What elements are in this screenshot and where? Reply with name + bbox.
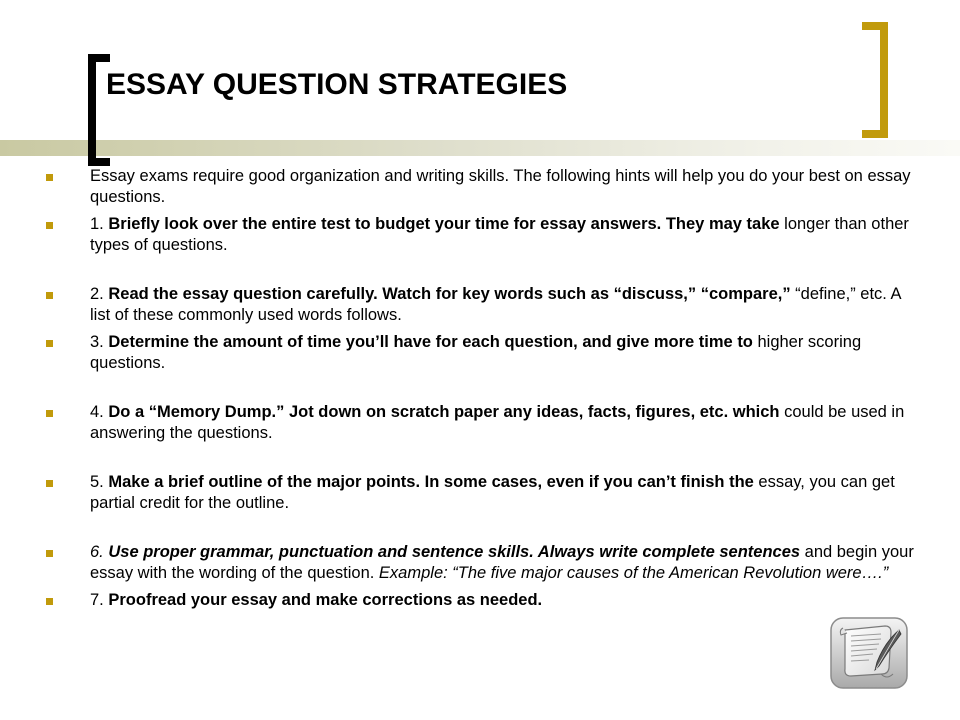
bullet-rest-text: higher scoring questions.	[90, 333, 862, 372]
bullet-rest-text: essay, you can get partial credit for the outline.	[90, 473, 895, 512]
bullet-number: 6.	[90, 543, 109, 561]
bullet-marker-icon	[46, 550, 53, 557]
bullet-rest-text: longer than other types of questions.	[90, 215, 909, 254]
bullet-marker-icon	[46, 480, 53, 487]
bullet-item	[44, 332, 924, 374]
bullet-example-text: Example: “The five major causes of the American Revolution were….”	[378, 564, 889, 582]
bullet-marker-icon	[46, 598, 53, 605]
bullet-rest-text: “define,” etc. A list of these commonly used words follows.	[90, 285, 901, 324]
bullet-item	[44, 214, 924, 256]
bullet-item	[44, 166, 924, 208]
bullet-list	[44, 166, 924, 611]
bullet-number: 2.	[90, 285, 109, 303]
bullet-intro-text: Essay exams require good organization and writing skills. The following hints will help you do your best on essay questions.	[90, 167, 911, 206]
bullet-item	[44, 284, 924, 326]
bullet-number: 1.	[90, 215, 109, 233]
bullet-rest-text: could be used in answering the questions.	[90, 403, 905, 442]
bullet-number: 3.	[90, 333, 109, 351]
bullet-marker-icon	[46, 410, 53, 417]
bullet-bold-text: Proofread your essay and make corrections as needed.	[108, 591, 543, 609]
bullet-marker-icon	[46, 340, 53, 347]
bullet-number: 5.	[90, 473, 109, 491]
bullet-number: 4.	[90, 403, 109, 421]
bullet-marker-icon	[46, 174, 53, 181]
bullet-bold-text: Determine the amount of time you’ll have for each question, and give more time to	[108, 333, 753, 351]
right-bracket-decoration	[862, 22, 888, 138]
bullet-item	[44, 590, 924, 611]
bullet-marker-icon	[46, 222, 53, 229]
bullet-bold-text: Read the essay question carefully. Watch for key words such as “discuss,” “compare,”	[108, 285, 791, 303]
scroll-quill-icon	[829, 616, 909, 690]
bullet-bold-text: Make a brief outline of the major points. In some cases, even if you can’t finish the	[108, 473, 754, 491]
bullet-item	[44, 542, 924, 584]
bullet-rest-text: and begin your essay with the wording of the question.	[90, 543, 914, 582]
bullet-bold-italic-text: Use proper grammar, punctuation and sentence skills. Always write complete sentences	[108, 543, 801, 561]
bullet-marker-icon	[46, 292, 53, 299]
bullet-bold-text: Do a “Memory Dump.” Jot down on scratch paper any ideas, facts, figures, etc. which	[108, 403, 780, 421]
title-band	[0, 140, 960, 156]
bullet-number: 7.	[90, 591, 109, 609]
bullet-item	[44, 472, 924, 514]
bullet-bold-text: Briefly look over the entire test to budget your time for essay answers. They may take	[108, 215, 780, 233]
slide-title: ESSAY QUESTION STRATEGIES	[106, 68, 568, 101]
bullet-item	[44, 402, 924, 444]
